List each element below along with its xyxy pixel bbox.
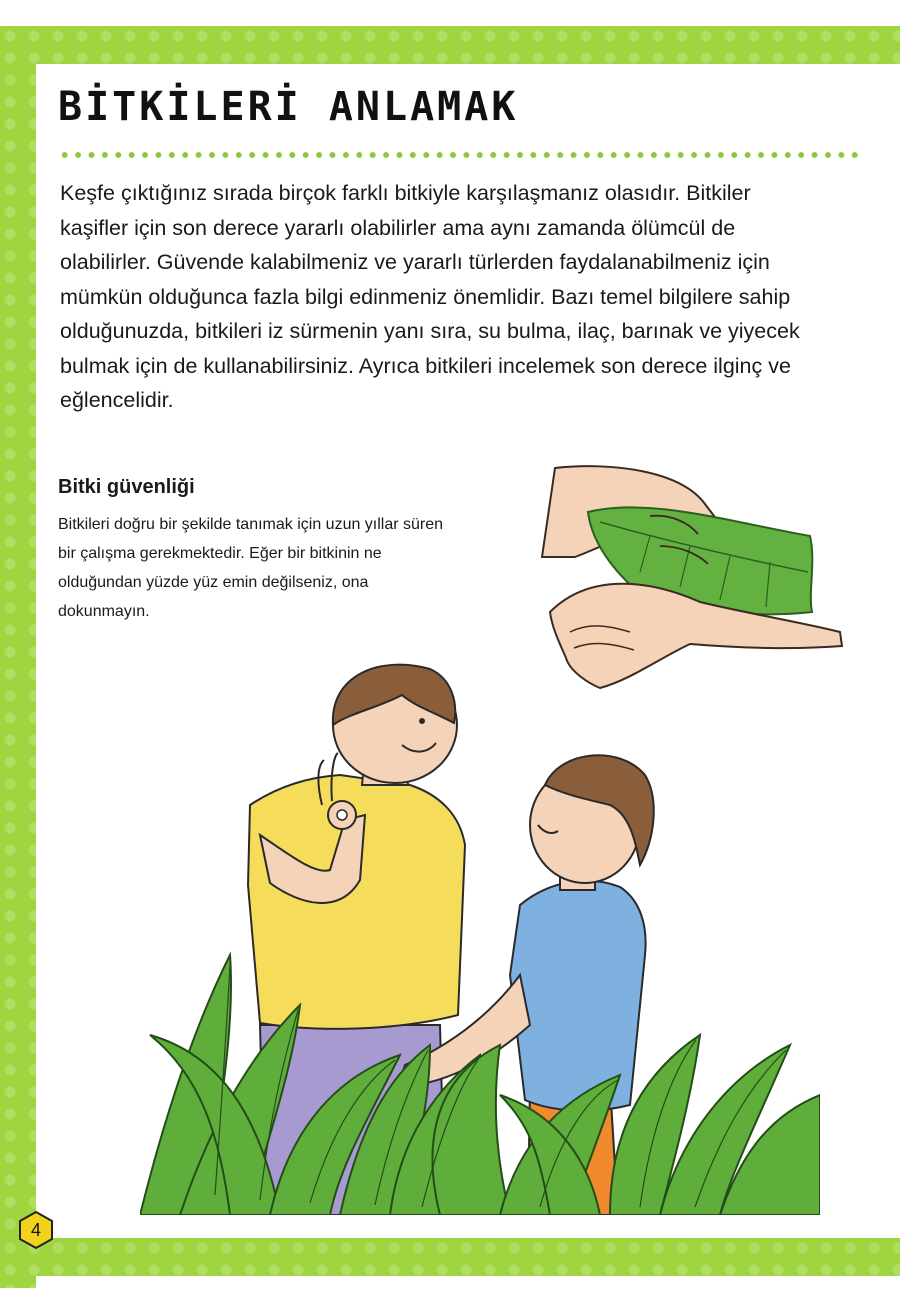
frame-top [0, 26, 900, 64]
frame-bottom [0, 1238, 900, 1276]
page-title: BİTKİLERİ ANLAMAK [58, 84, 519, 130]
dotted-divider [58, 150, 858, 160]
section-heading: Bitki güvenliği [58, 476, 195, 498]
page-number: 4 [30, 1220, 41, 1240]
intro-paragraph: Keşfe çıktığınız sırada birçok farklı bitkiyle karşılaşmanız olasıdır. Bitkiler kaşifler için son derece yararlı olabilirler ama aynı zamanda ölümcül de olabilirler. Güvende kalabilmeniz ve yararlı türlerden faydalanabilmeniz için mümkün olduğunca fazla bilgi edinmeniz önemlidir. Bazı temel bilgilere sahip olduğunuzda, bitkileri iz sürmenin yanı sıra, su bulma, ilaç, barınak ve yiyecek bulmak için de kullanabilirsiniz. Ayrıca bitkileri incelemek son derece ilginç ve eğlencelidir. [60, 181, 800, 412]
frame-left [0, 26, 36, 1288]
section-text: Bitkileri doğru bir şekilde tanımak için uzun yıllar süren bir çalışma gerekmektedir. Eğer bir bitkinin ne olduğundan yüzde yüz emin değilseniz, ona dokunmayın. [58, 516, 444, 620]
boys-in-plants-illustration [140, 655, 820, 1215]
